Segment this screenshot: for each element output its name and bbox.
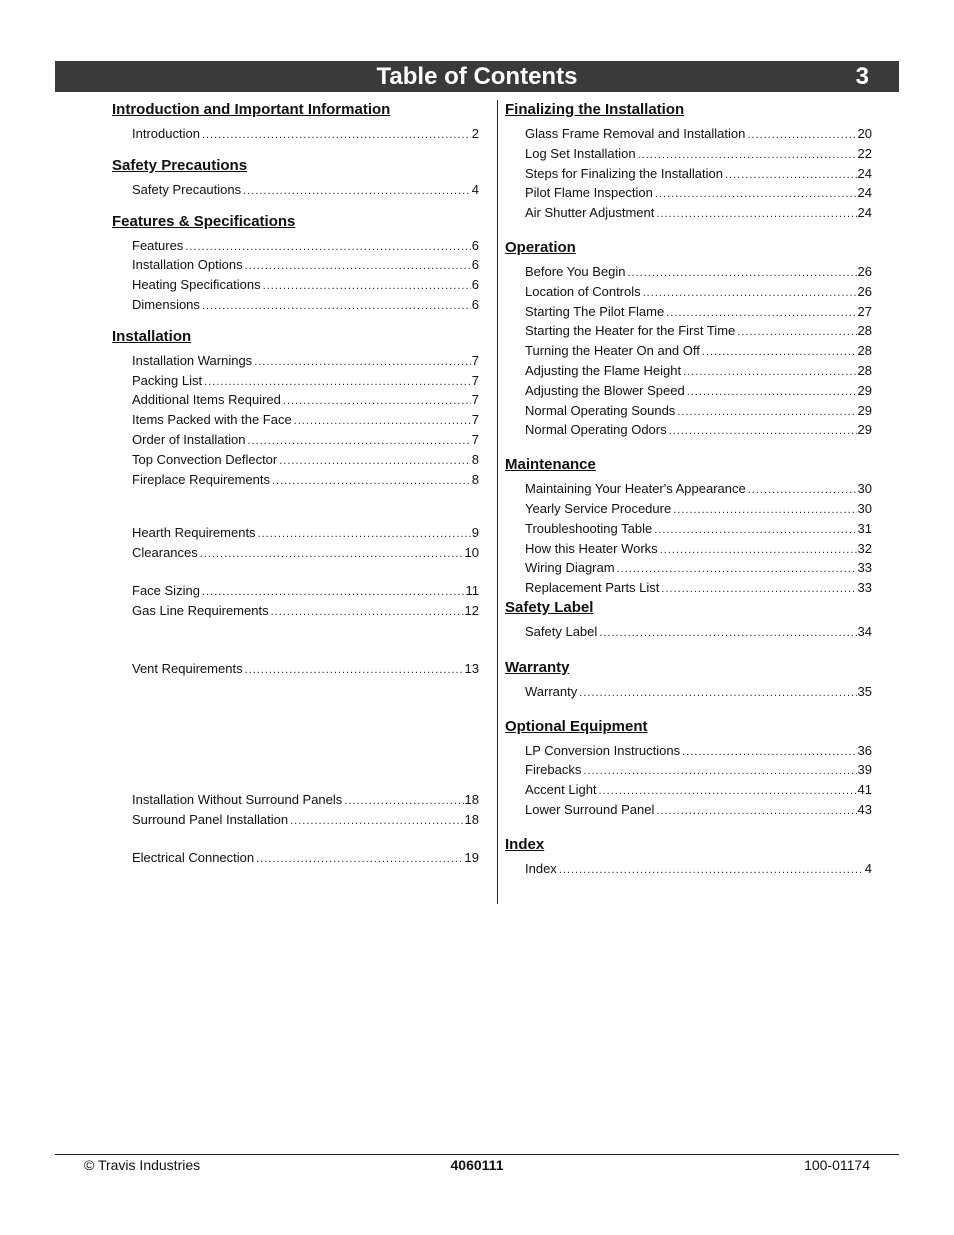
dot-leader bbox=[682, 743, 856, 762]
toc-entry-page: 7 bbox=[471, 431, 479, 447]
toc-entry[interactable] bbox=[505, 204, 872, 224]
dot-leader bbox=[687, 383, 857, 402]
toc-entry-page: 39 bbox=[857, 762, 872, 778]
toc-entry-page: 34 bbox=[857, 623, 872, 639]
dot-leader bbox=[243, 182, 471, 201]
toc-entry[interactable] bbox=[505, 184, 872, 204]
toc-entry-label: Electrical Connection bbox=[132, 849, 255, 865]
dot-leader bbox=[204, 373, 471, 392]
toc-entry-label: Installation Without Surround Panels bbox=[132, 792, 343, 808]
toc-entry-page: 20 bbox=[857, 126, 872, 141]
toc-section bbox=[505, 718, 872, 821]
toc-entry-label: Starting the Heater for the First Time bbox=[525, 323, 736, 339]
dot-leader bbox=[748, 481, 857, 500]
toc-entry-label: Steps for Finalizing the Installation bbox=[525, 165, 723, 181]
toc-entry[interactable] bbox=[505, 742, 872, 762]
toc-entry-label: Additional Items Required bbox=[132, 392, 281, 408]
toc-entry[interactable] bbox=[505, 322, 872, 342]
toc-entry-label: Turning the Heater On and Off bbox=[525, 343, 700, 359]
toc-entry[interactable] bbox=[505, 540, 872, 560]
toc-entry-label: Heating Specifications bbox=[132, 277, 261, 293]
toc-section bbox=[505, 456, 872, 599]
dot-leader bbox=[294, 412, 471, 431]
toc-entry-page: 26 bbox=[857, 283, 872, 299]
toc-entry-page: 7 bbox=[471, 392, 479, 408]
toc-entry[interactable] bbox=[505, 579, 872, 599]
toc-entry-label: Normal Operating Sounds bbox=[525, 402, 676, 418]
toc-entry[interactable] bbox=[112, 582, 479, 602]
toc-entry[interactable] bbox=[112, 237, 479, 257]
toc-entry[interactable] bbox=[505, 761, 872, 781]
toc-section bbox=[112, 157, 479, 201]
toc-entry-page: 13 bbox=[464, 660, 479, 676]
toc-entry-label: Safety Precautions bbox=[132, 181, 242, 197]
toc-entry[interactable] bbox=[505, 362, 872, 382]
toc-entry-page: 29 bbox=[857, 402, 872, 418]
toc-entry-label: How this Heater Works bbox=[525, 540, 658, 556]
dot-leader bbox=[272, 472, 471, 491]
dot-leader bbox=[245, 257, 471, 276]
dot-leader bbox=[258, 525, 471, 544]
toc-entry[interactable] bbox=[505, 342, 872, 362]
toc-entry-page: 28 bbox=[857, 362, 872, 378]
toc-section bbox=[505, 599, 872, 643]
toc-entry-page: 4 bbox=[471, 181, 479, 197]
toc-entry-label: Log Set Installation bbox=[525, 145, 636, 161]
dot-leader bbox=[200, 545, 464, 564]
toc-entry-label: Order of Installation bbox=[132, 431, 246, 447]
toc-entry-label: Hearth Requirements bbox=[132, 525, 256, 541]
toc-entry-page: 8 bbox=[471, 471, 479, 487]
dot-leader bbox=[583, 762, 856, 781]
dot-leader bbox=[669, 422, 857, 441]
dot-leader bbox=[677, 403, 856, 422]
toc-entry[interactable] bbox=[505, 500, 872, 520]
toc-entry-page: 9 bbox=[471, 525, 479, 541]
dot-leader bbox=[290, 812, 463, 831]
toc-entry[interactable] bbox=[112, 524, 479, 544]
toc-entry-page: 41 bbox=[857, 782, 872, 798]
toc-entry-page: 6 bbox=[471, 237, 479, 253]
dot-leader bbox=[283, 392, 471, 411]
toc-entry-label: Clearances bbox=[132, 545, 198, 561]
toc-section bbox=[505, 239, 872, 441]
dot-leader bbox=[254, 353, 471, 372]
toc-entry[interactable] bbox=[505, 382, 872, 402]
toc-entry-label: Adjusting the Blower Speed bbox=[525, 382, 685, 398]
toc-entry-page: 30 bbox=[857, 481, 872, 497]
toc-entry-label: Maintaining Your Heater's Appearance bbox=[525, 481, 746, 497]
toc-entry[interactable] bbox=[505, 145, 872, 165]
toc-entry[interactable] bbox=[112, 451, 479, 471]
toc-entry-label: Starting The Pilot Flame bbox=[525, 303, 665, 319]
toc-section bbox=[112, 101, 479, 145]
toc-entry-label: Features bbox=[132, 237, 184, 253]
toc-entry-page: 24 bbox=[857, 165, 872, 181]
dot-leader bbox=[279, 452, 471, 471]
toc-entry[interactable] bbox=[112, 296, 479, 316]
toc-entry-page: 6 bbox=[471, 277, 479, 293]
toc-entry[interactable] bbox=[505, 283, 872, 303]
toc-entry-page: 30 bbox=[857, 500, 872, 516]
toc-entry[interactable] bbox=[112, 602, 479, 622]
dot-leader bbox=[656, 205, 856, 224]
toc-entry[interactable] bbox=[505, 421, 872, 441]
dot-leader bbox=[661, 580, 856, 599]
footer-part-number: 100-01174 bbox=[804, 1157, 870, 1173]
header-bar bbox=[55, 61, 899, 92]
toc-entry-page: 33 bbox=[857, 560, 872, 576]
toc-left-column bbox=[112, 101, 479, 869]
toc-entry-page: 4 bbox=[864, 860, 872, 876]
toc-entry[interactable] bbox=[112, 352, 479, 372]
toc-entry[interactable] bbox=[112, 849, 479, 869]
toc-entry-page: 11 bbox=[465, 582, 479, 598]
toc-entry-label: Index bbox=[525, 860, 557, 876]
toc-entry[interactable] bbox=[505, 781, 872, 801]
toc-entry[interactable] bbox=[112, 471, 479, 491]
toc-entry-label: Replacement Parts List bbox=[525, 580, 660, 596]
column-divider bbox=[497, 100, 498, 904]
toc-entry[interactable] bbox=[505, 165, 872, 185]
toc-entry-label: Safety Label bbox=[525, 623, 598, 639]
dot-leader bbox=[666, 304, 856, 323]
toc-entry-page: 10 bbox=[464, 545, 479, 561]
toc-entry[interactable] bbox=[505, 125, 872, 145]
section-heading[interactable]: Maintenance bbox=[505, 456, 596, 474]
dot-leader bbox=[702, 343, 857, 362]
toc-entry-label: Accent Light bbox=[525, 782, 597, 798]
toc-entry[interactable] bbox=[112, 372, 479, 392]
toc-entry[interactable] bbox=[112, 660, 479, 680]
toc-entry-label: Packing List bbox=[132, 372, 203, 388]
toc-entry-page: 24 bbox=[857, 185, 872, 201]
toc-entry-label: Gas Line Requirements bbox=[132, 602, 269, 618]
section-heading[interactable]: Index bbox=[505, 835, 545, 853]
section-heading[interactable]: Warranty bbox=[505, 658, 570, 676]
section-heading[interactable]: Introduction and Important Information bbox=[112, 101, 391, 118]
section-heading[interactable]: Finalizing the Installation bbox=[505, 101, 685, 118]
toc-entry[interactable] bbox=[112, 811, 479, 831]
dot-leader bbox=[579, 684, 856, 703]
footer-doc-number: 4060111 bbox=[450, 1157, 504, 1173]
toc-entry[interactable] bbox=[505, 559, 872, 579]
dot-leader bbox=[256, 850, 463, 869]
toc-entry[interactable] bbox=[112, 256, 479, 276]
toc-entry-page: 7 bbox=[471, 372, 479, 388]
toc-entry-page: 28 bbox=[857, 323, 872, 339]
dot-leader bbox=[202, 583, 465, 602]
toc-entry-label: Yearly Service Procedure bbox=[525, 500, 672, 516]
toc-section bbox=[505, 659, 872, 703]
toc-entry-page: 18 bbox=[464, 812, 479, 828]
toc-section bbox=[505, 101, 872, 224]
toc-entry-label: Normal Operating Odors bbox=[525, 422, 667, 438]
toc-entry-label: Firebacks bbox=[525, 762, 582, 778]
toc-entry-page: 12 bbox=[464, 602, 479, 618]
dot-leader bbox=[747, 126, 856, 145]
toc-entry-label: Troubleshooting Table bbox=[525, 520, 653, 536]
dot-leader bbox=[247, 432, 470, 451]
toc-entry-label: Vent Requirements bbox=[132, 660, 243, 676]
toc-entry-label: Glass Frame Removal and Installation bbox=[525, 126, 746, 141]
page-number: 3 bbox=[855, 63, 869, 90]
dot-leader bbox=[271, 603, 464, 622]
dot-leader bbox=[245, 661, 464, 680]
dot-leader bbox=[617, 560, 857, 579]
dot-leader bbox=[627, 264, 856, 283]
toc-section bbox=[112, 328, 479, 869]
toc-entry-page: 24 bbox=[857, 205, 872, 221]
toc-entry[interactable] bbox=[112, 125, 479, 145]
toc-entry-page: 26 bbox=[857, 263, 872, 279]
toc-entry-label: Installation Warnings bbox=[132, 352, 253, 368]
toc-entry-label: Dimensions bbox=[132, 296, 200, 312]
toc-section bbox=[505, 836, 872, 880]
dot-leader bbox=[683, 363, 856, 382]
dot-leader bbox=[737, 323, 856, 342]
toc-entry[interactable] bbox=[505, 480, 872, 500]
toc-entry-page: 27 bbox=[857, 303, 872, 319]
dot-leader bbox=[673, 501, 856, 520]
dot-leader bbox=[202, 126, 471, 145]
toc-entry-page: 43 bbox=[857, 801, 872, 817]
toc-entry[interactable] bbox=[112, 544, 479, 564]
dot-leader bbox=[638, 146, 857, 165]
toc-entry-page: 29 bbox=[857, 382, 872, 398]
dot-leader bbox=[643, 284, 857, 303]
dot-leader bbox=[185, 238, 470, 257]
toc-entry-label: Wiring Diagram bbox=[525, 560, 615, 576]
section-heading[interactable]: Operation bbox=[505, 238, 576, 256]
dot-leader bbox=[599, 624, 856, 643]
toc-entry[interactable] bbox=[505, 303, 872, 323]
toc-entry-page: 6 bbox=[471, 296, 479, 312]
section-heading[interactable]: Features & Specifications bbox=[112, 212, 296, 230]
dot-leader bbox=[202, 297, 471, 316]
toc-entry-page: 6 bbox=[471, 257, 479, 273]
toc-entry[interactable] bbox=[112, 411, 479, 431]
toc-entry-label: Lower Surround Panel bbox=[525, 801, 655, 817]
toc-entry[interactable] bbox=[112, 791, 479, 811]
toc-entry[interactable] bbox=[112, 431, 479, 451]
toc-section bbox=[112, 213, 479, 316]
dot-leader bbox=[660, 541, 857, 560]
toc-entry[interactable] bbox=[505, 860, 872, 880]
toc-entry[interactable] bbox=[112, 391, 479, 411]
toc-entry-page: 31 bbox=[857, 520, 872, 536]
dot-leader bbox=[725, 166, 857, 185]
toc-entry[interactable] bbox=[112, 276, 479, 296]
dot-leader bbox=[344, 792, 463, 811]
toc-entry[interactable] bbox=[505, 263, 872, 283]
footer-rule bbox=[55, 1154, 899, 1155]
toc-entry-label: Location of Controls bbox=[525, 283, 641, 299]
toc-entry-page: 32 bbox=[857, 540, 872, 556]
toc-entry-page: 33 bbox=[857, 580, 872, 596]
toc-entry-page: 18 bbox=[464, 792, 479, 808]
dot-leader bbox=[655, 185, 857, 204]
dot-leader bbox=[654, 521, 856, 540]
toc-entry-label: Fireplace Requirements bbox=[132, 471, 271, 487]
toc-entry-label: Warranty bbox=[525, 683, 578, 699]
footer-copyright: © Travis Industries bbox=[84, 1157, 201, 1173]
toc-entry-page: 7 bbox=[471, 352, 479, 368]
toc-entry[interactable] bbox=[505, 520, 872, 540]
toc-entry-label: Adjusting the Flame Height bbox=[525, 362, 682, 378]
toc-entry[interactable] bbox=[112, 181, 479, 201]
toc-entry-page: 35 bbox=[857, 683, 872, 699]
toc-entry-label: Before You Begin bbox=[525, 263, 626, 279]
toc-right-column bbox=[505, 101, 872, 880]
toc-entry[interactable] bbox=[505, 801, 872, 821]
toc-entry-label: Introduction bbox=[132, 126, 200, 141]
toc-entry-label: Installation Options bbox=[132, 257, 243, 273]
toc-entry-page: 28 bbox=[857, 343, 872, 359]
section-heading[interactable]: Optional Equipment bbox=[505, 717, 648, 735]
dot-leader bbox=[263, 277, 471, 296]
toc-entry[interactable] bbox=[505, 623, 872, 643]
toc-entry-page: 22 bbox=[857, 145, 872, 161]
toc-entry-page: 2 bbox=[471, 126, 479, 141]
section-heading[interactable]: Safety Label bbox=[505, 598, 594, 616]
toc-entry-label: Air Shutter Adjustment bbox=[525, 205, 655, 221]
toc-entry-page: 36 bbox=[857, 742, 872, 758]
toc-entry-label: Items Packed with the Face bbox=[132, 412, 292, 428]
toc-entry-page: 8 bbox=[471, 451, 479, 467]
toc-entry-label: Top Convection Deflector bbox=[132, 451, 278, 467]
toc-entry-label: Surround Panel Installation bbox=[132, 812, 289, 828]
toc-entry-page: 19 bbox=[464, 849, 479, 865]
dot-leader bbox=[559, 861, 864, 880]
toc-entry-label: Pilot Flame Inspection bbox=[525, 185, 653, 201]
dot-leader bbox=[599, 782, 857, 801]
toc-entry-label: Face Sizing bbox=[132, 582, 200, 598]
toc-entry-page: 29 bbox=[857, 422, 872, 438]
section-heading[interactable]: Installation bbox=[112, 327, 192, 345]
section-heading[interactable]: Safety Precautions bbox=[112, 156, 248, 174]
toc-entry-page: 7 bbox=[471, 412, 479, 428]
toc-entry[interactable] bbox=[505, 683, 872, 703]
toc-entry-label: LP Conversion Instructions bbox=[525, 742, 681, 758]
page-title: Table of Contents bbox=[376, 63, 578, 90]
dot-leader bbox=[656, 802, 856, 821]
toc-entry[interactable] bbox=[505, 402, 872, 422]
